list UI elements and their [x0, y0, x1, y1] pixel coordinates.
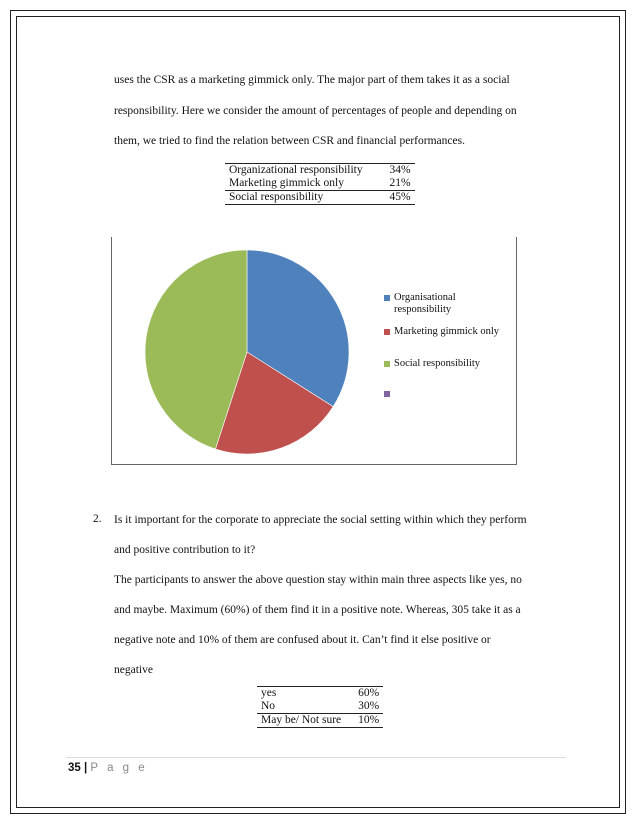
question-line: The participants to answer the above question stay within main three aspects like yes, no — [114, 574, 522, 586]
legend-swatch — [384, 295, 390, 301]
footer-divider — [66, 757, 566, 758]
table-cell-label: Marketing gimmick only — [229, 177, 344, 189]
table-row — [257, 714, 383, 728]
question-number: 2. — [93, 513, 102, 525]
question-line: negative — [114, 664, 153, 676]
page-footer — [68, 762, 148, 774]
question-line: Is it important for the corporate to appreciate the social setting within which they perform — [114, 514, 527, 526]
table-cell-value: 34% — [389, 164, 411, 176]
question-line: negative note and 10% of them are confused about it. Can’t find it else positive or — [114, 634, 491, 646]
question-line: and positive contribution to it? — [114, 544, 256, 556]
paragraph-line: uses the CSR as a marketing gimmick only. The major part of them takes it as a social — [114, 74, 510, 86]
table-cell-value: 21% — [389, 177, 411, 189]
table-row — [225, 177, 415, 191]
legend-label: Social responsibility — [394, 358, 481, 369]
question-line: and maybe. Maximum (60%) of them find it in a positive note. Whereas, 305 take it as a — [114, 604, 521, 616]
page-label: P a g e — [90, 762, 148, 774]
table-cell-value: 60% — [358, 687, 380, 699]
table-row — [225, 164, 415, 178]
table-row — [225, 191, 415, 205]
table-row — [257, 700, 383, 714]
page-number: 35 — [68, 762, 81, 774]
legend-swatch — [384, 329, 390, 335]
pie-chart — [111, 237, 517, 465]
table-row — [257, 687, 383, 701]
table-cell-value: 10% — [358, 714, 380, 726]
legend-swatch — [384, 361, 390, 367]
table-cell-label: Social responsibility — [229, 191, 324, 203]
paragraph-line: them, we tried to find the relation between CSR and financial performances. — [114, 135, 465, 147]
answer-table — [257, 686, 383, 728]
table-cell-label: Organizational responsibility — [229, 164, 363, 176]
table-cell-value: 30% — [358, 700, 380, 712]
footer-separator: | — [84, 762, 88, 774]
table-cell-label: May be/ Not sure — [261, 714, 342, 726]
table-cell-value: 45% — [389, 191, 411, 203]
legend-label: Marketing gimmick only — [394, 326, 499, 337]
legend-swatch — [384, 391, 390, 397]
paragraph-line: responsibility. Here we consider the amount of percentages of people and depending on — [114, 105, 517, 117]
pie-chart-svg — [112, 237, 518, 465]
table-cell-label: No — [261, 700, 276, 712]
legend-label: Organisational responsibility — [394, 292, 456, 315]
table-cell-label: yes — [261, 687, 277, 699]
csr-table — [225, 163, 415, 205]
